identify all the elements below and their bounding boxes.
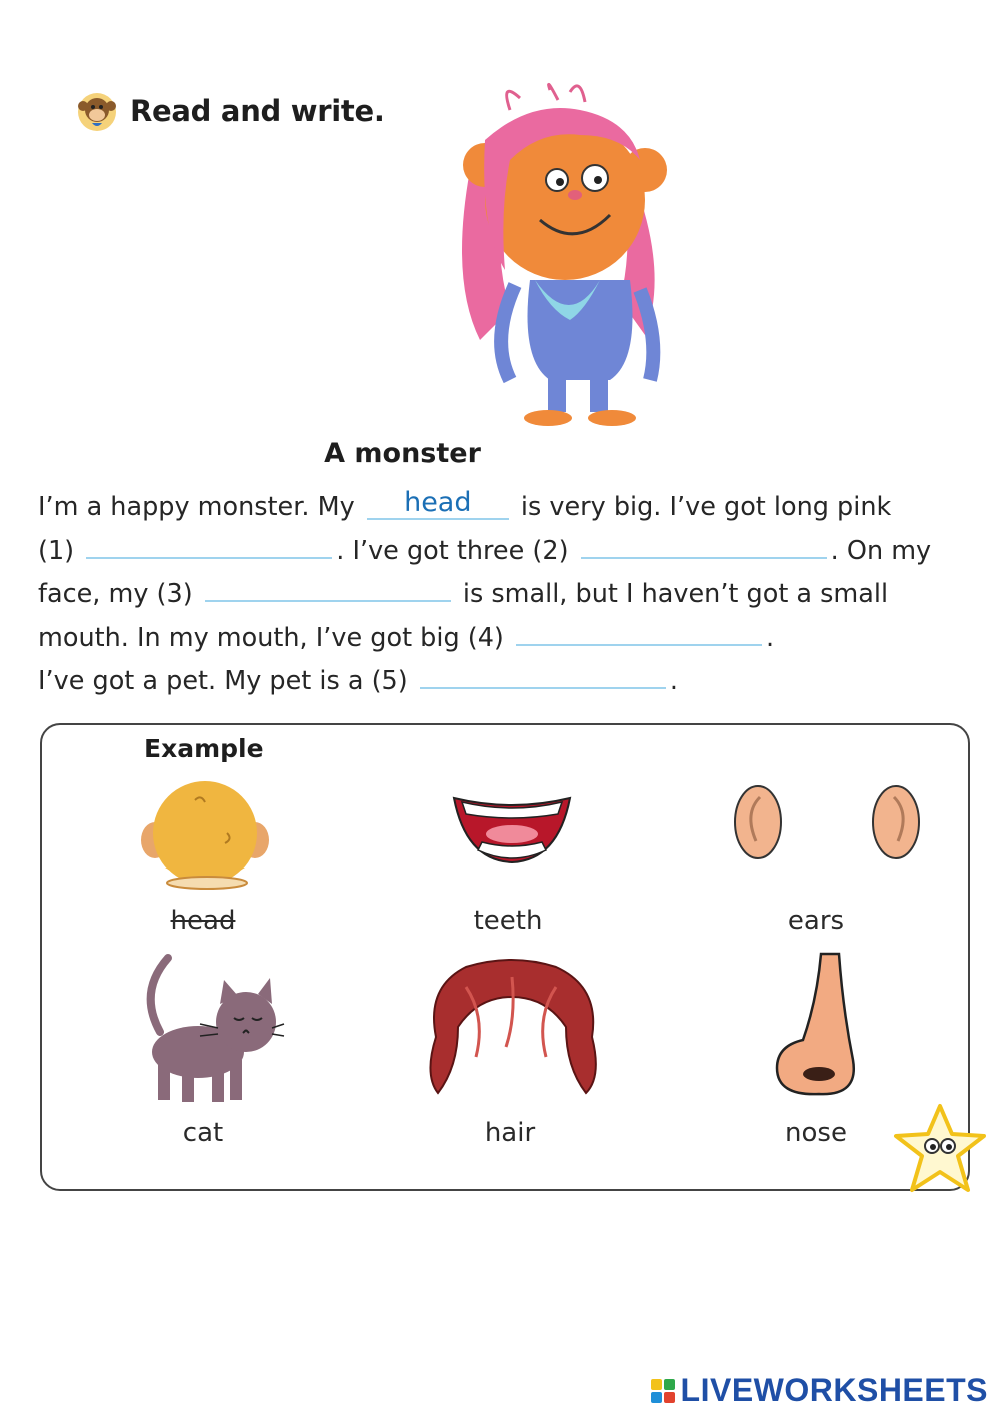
liveworksheets-logo-icon bbox=[651, 1379, 675, 1403]
example-label: Example bbox=[144, 734, 264, 763]
hair-picture-icon bbox=[416, 957, 608, 1095]
word-ears: ears bbox=[787, 906, 845, 936]
monkey-face-icon bbox=[74, 92, 120, 132]
story-line-3: face, my (3) is small, but I haven’t got a small bbox=[38, 579, 889, 609]
mouth-teeth-picture-icon bbox=[448, 792, 576, 866]
story-line-5: I’ve got a pet. My pet is a (5) . bbox=[38, 666, 678, 696]
answer-blank-1[interactable] bbox=[86, 535, 332, 559]
word-hair: hair bbox=[484, 1118, 536, 1148]
story-text bbox=[38, 486, 958, 704]
word-nose: nose bbox=[785, 1118, 847, 1148]
word-cat: cat bbox=[182, 1118, 224, 1148]
answer-blank-3[interactable] bbox=[205, 578, 451, 602]
instruction-heading: Read and write. bbox=[130, 94, 385, 128]
answer-blank-4[interactable] bbox=[516, 622, 762, 646]
answer-blank-2[interactable] bbox=[581, 535, 827, 559]
story-line-1: I’m a happy monster. My head is very big. I’ve got long pink bbox=[38, 487, 892, 522]
word-teeth: teeth bbox=[473, 906, 543, 936]
pink-haired-monster-illustration bbox=[430, 80, 700, 440]
word-head: head bbox=[170, 906, 236, 936]
story-line-4: mouth. In my mouth, I’ve got big (4) . bbox=[38, 622, 775, 653]
answer-blank-5[interactable] bbox=[420, 665, 666, 689]
star-mascot-icon bbox=[892, 1102, 988, 1194]
story-title: A monster bbox=[324, 438, 481, 469]
liveworksheets-logo bbox=[651, 1372, 988, 1409]
example-answer-blank: head bbox=[367, 496, 509, 520]
nose-picture-icon bbox=[773, 950, 857, 1100]
brand-name: LIVEWORKSHEETS bbox=[680, 1372, 988, 1408]
ears-picture-icon bbox=[730, 783, 925, 861]
story-line-2: (1) . I’ve got three (2) . On my bbox=[38, 535, 932, 566]
cat-picture-icon bbox=[138, 952, 286, 1104]
head-picture-icon bbox=[135, 778, 275, 890]
